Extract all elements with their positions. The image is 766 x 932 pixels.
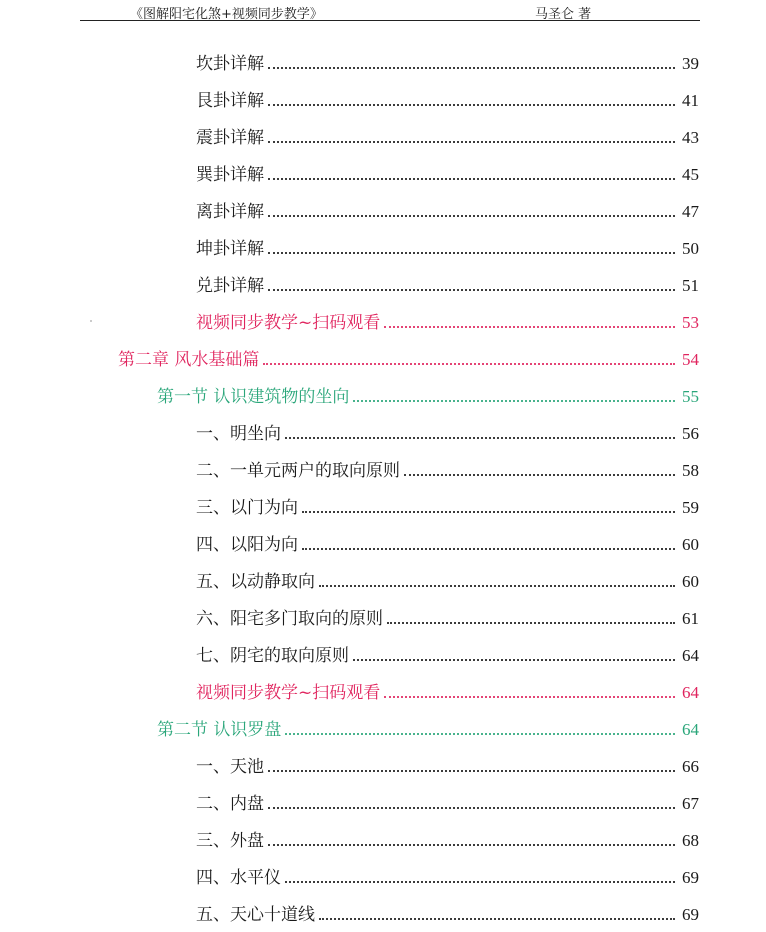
toc-entry-label: 第一节 认识建筑物的坐向 [157, 387, 350, 407]
dot-leader [268, 289, 675, 291]
toc-entry-page-number: 43 [682, 128, 699, 147]
toc-entry-page-number: 47 [682, 202, 699, 221]
toc-entry-label: 离卦详解 [196, 202, 264, 222]
dot-leader [285, 733, 675, 735]
dot-leader [263, 363, 675, 365]
toc-entry-page-number: 64 [682, 683, 699, 702]
toc-entry-label: 三、外盘 [196, 831, 264, 851]
toc-entry-page-number: 69 [682, 905, 699, 924]
toc-entry[interactable] [196, 158, 699, 186]
author-name: 马圣仑 著 [535, 7, 592, 22]
dot-leader [285, 881, 675, 883]
toc-entry-page-number: 45 [682, 165, 699, 184]
toc-entry-label: 坎卦详解 [196, 54, 264, 74]
toc-entry-label: 四、以阳为向 [196, 535, 298, 555]
scan-speck [90, 320, 92, 322]
toc-entry-page-number: 64 [682, 720, 699, 739]
toc-entry-page-number: 58 [682, 461, 699, 480]
toc-entry-label: 视频同步教学~扫码观看 [196, 313, 381, 333]
toc-entry[interactable] [157, 380, 699, 408]
toc-entry-page-number: 50 [682, 239, 699, 258]
toc-entry[interactable] [196, 232, 699, 260]
book-title: 《图解阳宅化煞+视频同步教学》 [130, 7, 323, 22]
running-header [80, 2, 700, 21]
toc-entry-page-number: 59 [682, 498, 699, 517]
dot-leader [285, 437, 675, 439]
toc-entry-label: 艮卦详解 [196, 91, 264, 111]
dot-leader [268, 252, 675, 254]
dot-leader [268, 141, 675, 143]
toc-entry-page-number: 60 [682, 572, 699, 591]
toc-entry-label: 六、阳宅多门取向的原则 [196, 609, 383, 629]
toc-entry-label: 视频同步教学~扫码观看 [196, 683, 381, 703]
toc-entry-page-number: 67 [682, 794, 699, 813]
toc-entry-label: 第二节 认识罗盘 [157, 720, 282, 740]
dot-leader [268, 178, 675, 180]
toc-entry-page-number: 39 [682, 54, 699, 73]
toc-entry[interactable] [196, 602, 699, 630]
toc-entry-label: 第二章 风水基础篇 [118, 350, 260, 370]
toc-entry[interactable] [118, 343, 699, 371]
toc-entry-page-number: 64 [682, 646, 699, 665]
toc-entry[interactable] [196, 269, 699, 297]
toc-entry-label: 二、一单元两户的取向原则 [196, 461, 400, 481]
toc-entry-page-number: 66 [682, 757, 699, 776]
toc-entry-label: 二、内盘 [196, 794, 264, 814]
toc-entry-label: 五、天心十道线 [196, 905, 315, 925]
toc-entry-label: 四、水平仪 [196, 868, 281, 888]
toc-entry-page-number: 61 [682, 609, 699, 628]
toc-entry[interactable] [196, 787, 699, 815]
toc-entry[interactable] [157, 713, 699, 741]
toc-entry-page-number: 41 [682, 91, 699, 110]
toc-entry[interactable] [196, 195, 699, 223]
toc-entry-page-number: 68 [682, 831, 699, 850]
toc-entry[interactable] [196, 84, 699, 112]
dot-leader [353, 659, 675, 661]
toc-entry-label: 一、天池 [196, 757, 264, 777]
toc-entry-label: 震卦详解 [196, 128, 264, 148]
toc-entry[interactable] [196, 898, 699, 926]
toc-entry-label: 兑卦详解 [196, 276, 264, 296]
dot-leader [319, 585, 675, 587]
toc-entry-label: 巽卦详解 [196, 165, 264, 185]
toc-entry[interactable] [196, 676, 699, 704]
toc-entry-label: 三、以门为向 [196, 498, 298, 518]
toc-entry[interactable] [196, 750, 699, 778]
toc-entry-page-number: 54 [682, 350, 699, 369]
toc-entry-page-number: 55 [682, 387, 699, 406]
toc-entry[interactable] [196, 454, 699, 482]
dot-leader [387, 622, 675, 624]
toc-entry[interactable] [196, 47, 699, 75]
toc-entry[interactable] [196, 121, 699, 149]
toc-entry-page-number: 60 [682, 535, 699, 554]
dot-leader [302, 511, 675, 513]
toc-entry[interactable] [196, 639, 699, 667]
toc-entry[interactable] [196, 824, 699, 852]
dot-leader [268, 770, 675, 772]
toc-entry[interactable] [196, 306, 699, 334]
dot-leader [353, 400, 675, 402]
toc-entry[interactable] [196, 491, 699, 519]
dot-leader [384, 326, 675, 328]
toc-entry-label: 坤卦详解 [196, 239, 264, 259]
dot-leader [268, 844, 675, 846]
toc-entry[interactable] [196, 565, 699, 593]
dot-leader [384, 696, 675, 698]
toc-entry[interactable] [196, 528, 699, 556]
toc-entry-page-number: 51 [682, 276, 699, 295]
toc-entry-page-number: 69 [682, 868, 699, 887]
toc-entry[interactable] [196, 417, 699, 445]
dot-leader [268, 104, 675, 106]
dot-leader [268, 807, 675, 809]
dot-leader [404, 474, 675, 476]
toc-entry-page-number: 56 [682, 424, 699, 443]
dot-leader [319, 918, 675, 920]
dot-leader [268, 67, 675, 69]
toc-entry-label: 五、以动静取向 [196, 572, 315, 592]
toc-entry-label: 七、阴宅的取向原则 [196, 646, 349, 666]
toc-entry-label: 一、明坐向 [196, 424, 281, 444]
toc-entry[interactable] [196, 861, 699, 889]
dot-leader [268, 215, 675, 217]
dot-leader [302, 548, 675, 550]
toc-entry-page-number: 53 [682, 313, 699, 332]
